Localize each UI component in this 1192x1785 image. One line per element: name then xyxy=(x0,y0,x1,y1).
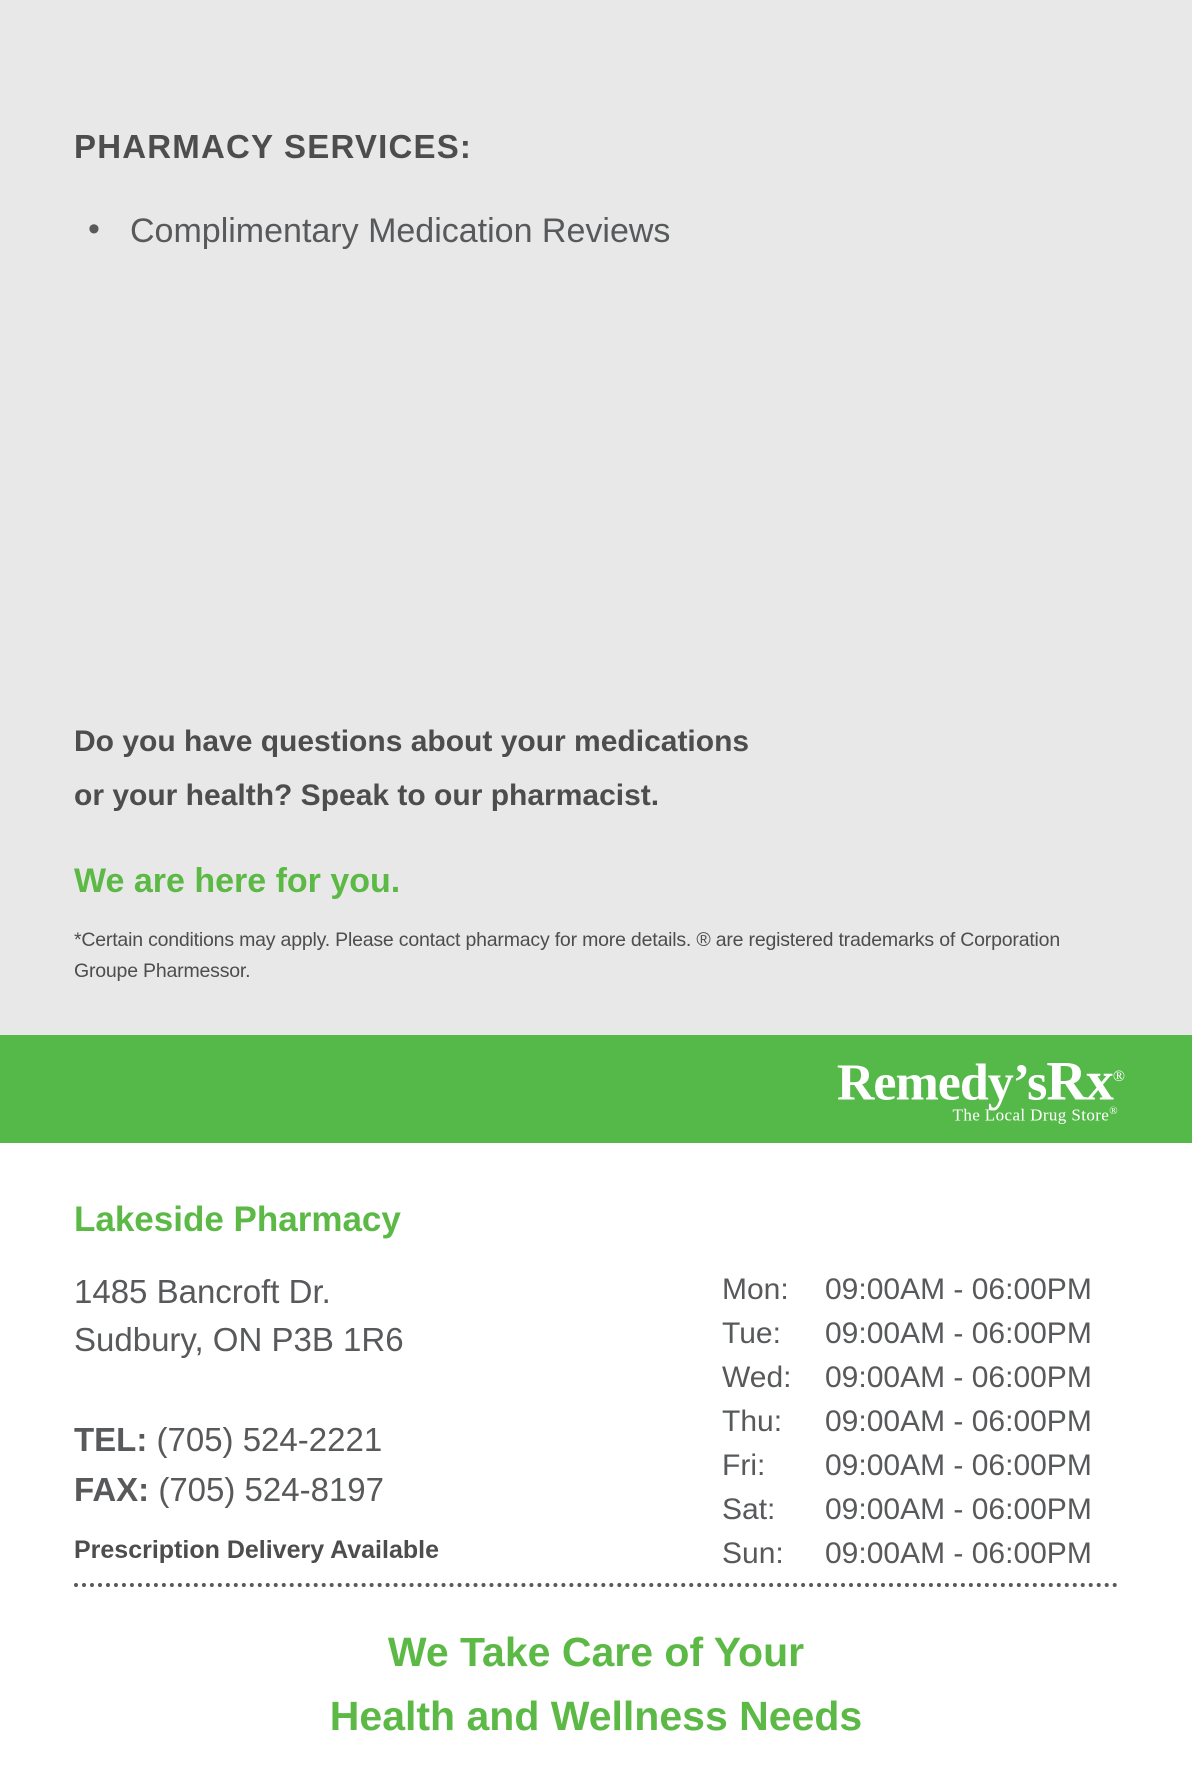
fax-label: FAX: xyxy=(74,1471,150,1508)
hours-day: Mon: xyxy=(722,1273,789,1306)
brand-name-part2: Rx xyxy=(1046,1050,1113,1113)
fine-print-disclaimer: *Certain conditions may apply. Please contact pharmacy for more details. ® are registered trademarks of Corporation Groupe Pharmessor. xyxy=(74,929,1060,982)
brand-band xyxy=(0,1035,1192,1143)
store-name: Lakeside Pharmacy xyxy=(74,1200,401,1239)
services-list xyxy=(74,208,670,254)
hours-day: Fri: xyxy=(722,1449,766,1482)
hours-row xyxy=(722,1532,1092,1576)
brand-wordmark xyxy=(837,1049,1124,1111)
hours-day: Sun: xyxy=(722,1537,784,1570)
brand-name-part1: Remedy’s xyxy=(836,1054,1047,1112)
address-line-2: Sudbury, ON P3B 1R6 xyxy=(74,1321,404,1358)
hours-day: Wed: xyxy=(722,1361,792,1394)
hours-row xyxy=(722,1400,1092,1444)
slogan-line-1: We Take Care of Your xyxy=(387,1629,805,1675)
hours-row xyxy=(722,1356,1092,1400)
hours-day: Thu: xyxy=(722,1405,783,1438)
footer-slogan xyxy=(0,1620,1192,1748)
fax-value: (705) 524-8197 xyxy=(158,1471,385,1508)
store-hours-table xyxy=(722,1268,1092,1576)
hours-time: 09:00AM - 06:00PM xyxy=(825,1493,1092,1526)
telephone-value: (705) 524-2221 xyxy=(156,1421,383,1458)
promo-tagline: We are here for you. xyxy=(74,862,401,900)
hours-time: 09:00AM - 06:00PM xyxy=(825,1273,1092,1306)
registered-mark-icon: ® xyxy=(1112,1068,1124,1085)
store-address xyxy=(74,1268,404,1364)
delivery-note: Prescription Delivery Available xyxy=(74,1536,439,1564)
services-heading: PHARMACY SERVICES: xyxy=(74,128,473,165)
dotted-divider xyxy=(74,1583,1118,1587)
remedysrx-logo xyxy=(837,1049,1124,1126)
brand-tagline-text: The Local Drug Store xyxy=(952,1105,1110,1125)
service-item: • Complimentary Medication Reviews xyxy=(74,208,670,254)
hours-row xyxy=(722,1488,1092,1532)
question-line-2: or your health? Speak to our pharmacist. xyxy=(74,779,660,812)
address-line-1: 1485 Bancroft Dr. xyxy=(74,1273,331,1310)
hours-time: 09:00AM - 06:00PM xyxy=(825,1405,1092,1438)
hours-time: 09:00AM - 06:00PM xyxy=(825,1449,1092,1482)
hours-time: 09:00AM - 06:00PM xyxy=(825,1537,1092,1570)
question-block xyxy=(74,715,1034,823)
hours-time: 09:00AM - 06:00PM xyxy=(825,1361,1092,1394)
slogan-line-2: Health and Wellness Needs xyxy=(329,1693,863,1739)
telephone-label: TEL: xyxy=(74,1421,148,1458)
telephone-row xyxy=(74,1415,384,1465)
hours-time: 09:00AM - 06:00PM xyxy=(825,1317,1092,1350)
question-line-1: Do you have questions about your medications xyxy=(74,725,750,758)
hours-day: Sat: xyxy=(722,1493,776,1526)
hours-row xyxy=(722,1312,1092,1356)
tagline-registered-mark-icon: ® xyxy=(1109,1105,1118,1118)
hours-day: Tue: xyxy=(722,1317,781,1350)
hours-row xyxy=(722,1444,1092,1488)
fax-row xyxy=(74,1465,384,1515)
store-contact xyxy=(74,1415,384,1515)
hours-row xyxy=(722,1268,1092,1312)
